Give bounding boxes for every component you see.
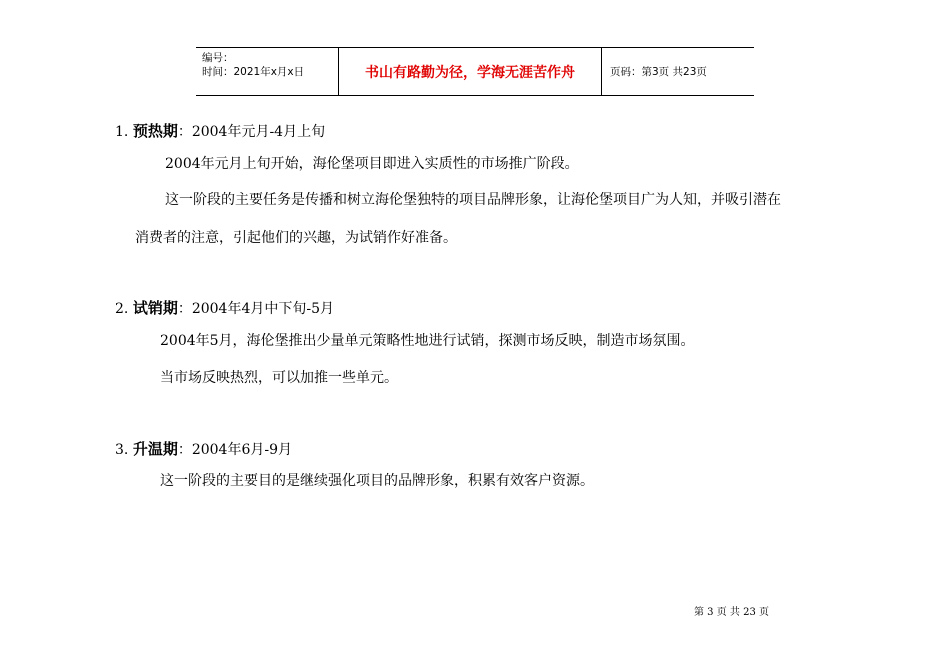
section-heading-1 [115, 121, 325, 142]
header-motto: 书山有路勤为径，学海无涯苦作舟 [339, 48, 602, 95]
header-page-info: 页码：第3页 共23页 [610, 66, 707, 78]
paragraph: 这一阶段的主要任务是传播和树立海伦堡独特的项目品牌形象，让海伦堡项目广为人知，并吸引潜在 [165, 192, 781, 208]
page-footer: 第 3 页 共 23 页 [694, 607, 769, 618]
section-range: ：2004年4月中下旬-5月 [177, 301, 335, 317]
header-meta [196, 48, 339, 95]
paragraph: 当市场反映热烈，可以加推一些单元。 [160, 370, 398, 386]
header-number-label: 编号： [202, 52, 234, 64]
section-range: ：2004年元月-4月上旬 [177, 124, 326, 140]
section-title: 预热期 [132, 122, 178, 140]
page-header [196, 47, 754, 96]
paragraph: 消费者的注意，引起他们的兴趣，为试销作好准备。 [135, 230, 457, 246]
section-title: 升温期 [132, 440, 178, 458]
section-number: 2. [115, 301, 129, 317]
section-number: 3. [115, 442, 129, 458]
section-heading-3 [115, 439, 292, 460]
paragraph: 2004年元月上旬开始，海伦堡项目即进入实质性的市场推广阶段。 [165, 156, 579, 172]
paragraph: 2004年5月，海伦堡推出少量单元策略性地进行试销，探测市场反映，制造市场氛围。 [160, 333, 695, 349]
header-date: 时间：2021年x月x日 [202, 66, 305, 78]
section-range: ：2004年6月-9月 [177, 442, 293, 458]
section-title: 试销期 [132, 299, 178, 317]
paragraph: 这一阶段的主要目的是继续强化项目的品牌形象，积累有效客户资源。 [160, 473, 594, 489]
section-heading-2 [115, 298, 334, 319]
section-number: 1. [115, 124, 129, 140]
